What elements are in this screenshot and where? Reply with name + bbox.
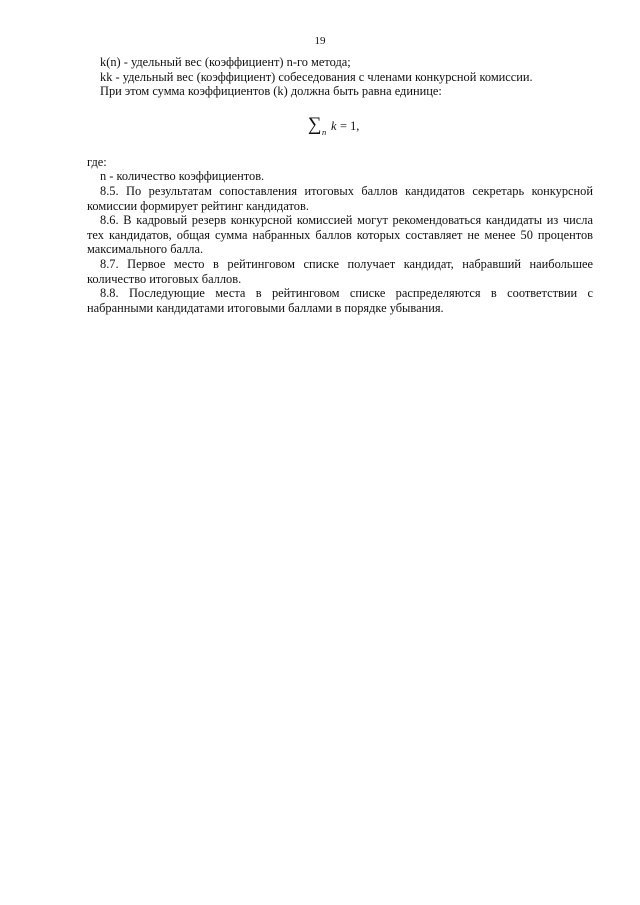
sigma-subscript: n — [322, 126, 327, 137]
page-number: 19 — [314, 35, 326, 47]
sigma-symbol: ∑ — [308, 113, 322, 135]
document-body — [87, 55, 593, 315]
clause-8-8: 8.8. Последующие места в рейтинговом списке распределяются в соответствии с набранными кандидатами итоговыми баллами в порядке убывания. — [87, 286, 593, 315]
sum-formula — [87, 115, 593, 139]
formula-equals: = 1, — [340, 118, 360, 133]
clause-8-7: 8.7. Первое место в рейтинговом списке получает кандидат, набравший наибольшее количество итоговых баллов. — [87, 256, 593, 286]
definition-kk: kk - удельный вес (коэффициент) собеседования с членами конкурсной комиссии. — [100, 69, 533, 84]
sum-condition: При этом сумма коэффициентов (k) должна быть равна единице: — [100, 84, 442, 99]
clause-8-6: 8.6. В кадровый резерв конкурсной комиссией могут рекомендоваться кандидаты из числа тех кандидатов, общая сумма набранных баллов которых составляет не менее 50 процентов максимального балла. — [87, 213, 593, 257]
formula-variable: k — [331, 118, 337, 133]
where-label: где: — [87, 154, 107, 169]
definition-k-n: k(n) - удельный вес (коэффициент) n-го метода; — [100, 55, 351, 69]
definition-n: n - количество коэффициентов. — [100, 169, 265, 184]
clause-8-5: 8.5. По результатам сопоставления итоговых баллов кандидатов секретарь конкурсной комиссии формирует рейтинг кандидатов. — [87, 183, 593, 213]
